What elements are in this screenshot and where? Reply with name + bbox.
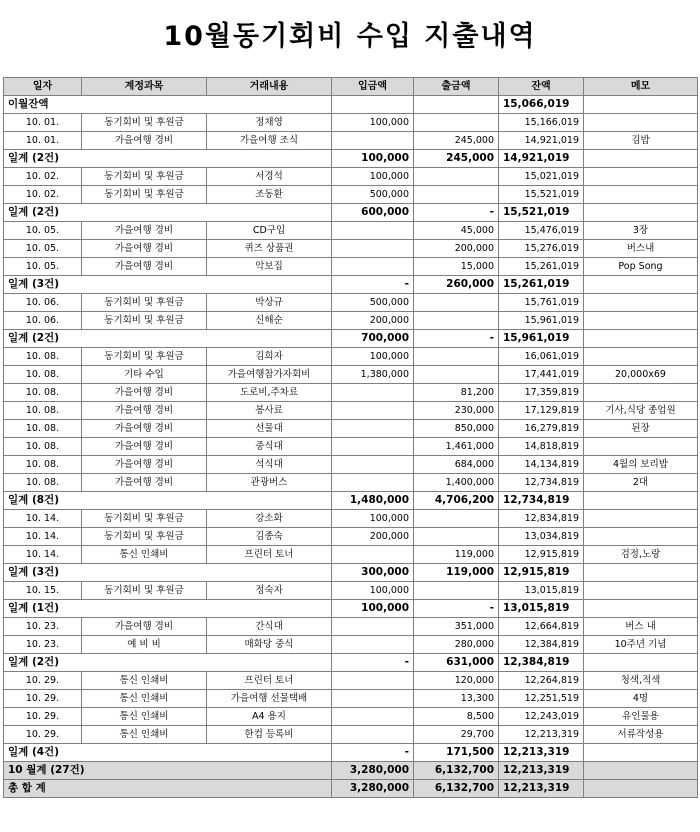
account-cell: 가을여행 경비 bbox=[82, 438, 207, 456]
deposit-cell: 300,000 bbox=[332, 564, 414, 582]
transaction-row bbox=[4, 402, 698, 420]
withdrawal-cell: 119,000 bbox=[414, 564, 499, 582]
memo-cell: 10주년 기념 bbox=[584, 636, 698, 654]
balance-cell: 15,066,019 bbox=[499, 96, 584, 114]
subtotal-label: 일계 (8건) bbox=[4, 492, 332, 510]
account-cell: 가을여행 경비 bbox=[82, 222, 207, 240]
balance-cell: 15,261,019 bbox=[499, 258, 584, 276]
account-cell: 동기회비 및 후원금 bbox=[82, 312, 207, 330]
header-memo: 메모 bbox=[584, 78, 698, 96]
balance-cell: 12,213,319 bbox=[499, 780, 584, 798]
balance-cell: 17,359,819 bbox=[499, 384, 584, 402]
memo-cell bbox=[584, 204, 698, 222]
memo-cell bbox=[584, 762, 698, 780]
date-cell: 10. 08. bbox=[4, 438, 82, 456]
header-deposit: 입금액 bbox=[332, 78, 414, 96]
deposit-cell: 100,000 bbox=[332, 510, 414, 528]
account-cell: 동기회비 및 후원금 bbox=[82, 510, 207, 528]
header-description: 거래내용 bbox=[207, 78, 332, 96]
account-cell: 동기회비 및 후원금 bbox=[82, 294, 207, 312]
withdrawal-cell: 1,400,000 bbox=[414, 474, 499, 492]
memo-cell bbox=[584, 564, 698, 582]
deposit-cell bbox=[332, 222, 414, 240]
deposit-cell bbox=[332, 384, 414, 402]
subtotal-label: 일계 (2건) bbox=[4, 330, 332, 348]
withdrawal-cell: 850,000 bbox=[414, 420, 499, 438]
date-cell: 10. 14. bbox=[4, 510, 82, 528]
description-cell: 박상규 bbox=[207, 294, 332, 312]
deposit-cell: 200,000 bbox=[332, 312, 414, 330]
balance-cell: 15,166,019 bbox=[499, 114, 584, 132]
deposit-cell bbox=[332, 258, 414, 276]
daily-subtotal-row bbox=[4, 600, 698, 618]
balance-cell: 12,664,819 bbox=[499, 618, 584, 636]
account-cell: 가을여행 경비 bbox=[82, 618, 207, 636]
balance-cell: 12,734,819 bbox=[499, 474, 584, 492]
transaction-row bbox=[4, 186, 698, 204]
transaction-row bbox=[4, 456, 698, 474]
date-cell: 10. 05. bbox=[4, 258, 82, 276]
deposit-cell bbox=[332, 690, 414, 708]
memo-cell bbox=[584, 276, 698, 294]
account-cell: 동기회비 및 후원금 bbox=[82, 114, 207, 132]
deposit-cell bbox=[332, 546, 414, 564]
date-cell: 10. 05. bbox=[4, 240, 82, 258]
withdrawal-cell bbox=[414, 168, 499, 186]
account-cell: 동기회비 및 후원금 bbox=[82, 582, 207, 600]
memo-cell: 된장 bbox=[584, 420, 698, 438]
date-cell: 10. 29. bbox=[4, 690, 82, 708]
memo-cell bbox=[584, 330, 698, 348]
daily-subtotal-row bbox=[4, 150, 698, 168]
transaction-row bbox=[4, 690, 698, 708]
withdrawal-cell bbox=[414, 294, 499, 312]
date-cell: 10. 08. bbox=[4, 402, 82, 420]
withdrawal-cell: 29,700 bbox=[414, 726, 499, 744]
deposit-cell: - bbox=[332, 744, 414, 762]
date-cell: 10. 01. bbox=[4, 132, 82, 150]
memo-cell bbox=[584, 384, 698, 402]
deposit-cell bbox=[332, 618, 414, 636]
memo-cell bbox=[584, 114, 698, 132]
account-cell: 가을여행 경비 bbox=[82, 420, 207, 438]
transaction-row bbox=[4, 312, 698, 330]
transaction-row bbox=[4, 258, 698, 276]
memo-cell bbox=[584, 510, 698, 528]
withdrawal-cell: - bbox=[414, 204, 499, 222]
daily-subtotal-row bbox=[4, 204, 698, 222]
account-cell: 동기회비 및 후원금 bbox=[82, 168, 207, 186]
balance-cell: 17,441,019 bbox=[499, 366, 584, 384]
withdrawal-cell bbox=[414, 312, 499, 330]
deposit-cell bbox=[332, 474, 414, 492]
description-cell: 서경석 bbox=[207, 168, 332, 186]
ledger-body bbox=[4, 96, 698, 798]
description-cell: 정채영 bbox=[207, 114, 332, 132]
memo-cell: 2대 bbox=[584, 474, 698, 492]
withdrawal-cell: 631,000 bbox=[414, 654, 499, 672]
account-cell: 가을여행 경비 bbox=[82, 132, 207, 150]
transaction-row bbox=[4, 618, 698, 636]
balance-cell: 15,261,019 bbox=[499, 276, 584, 294]
daily-subtotal-row bbox=[4, 744, 698, 762]
date-cell: 10. 29. bbox=[4, 708, 82, 726]
memo-cell: 김밥 bbox=[584, 132, 698, 150]
withdrawal-cell: - bbox=[414, 330, 499, 348]
description-cell: 악보집 bbox=[207, 258, 332, 276]
subtotal-label: 10 월계 (27건) bbox=[4, 762, 332, 780]
withdrawal-cell: 280,000 bbox=[414, 636, 499, 654]
memo-cell bbox=[584, 294, 698, 312]
memo-cell bbox=[584, 168, 698, 186]
balance-cell: 12,915,819 bbox=[499, 564, 584, 582]
date-cell: 10. 02. bbox=[4, 168, 82, 186]
header-row bbox=[4, 78, 698, 96]
date-cell: 10. 29. bbox=[4, 672, 82, 690]
withdrawal-cell bbox=[414, 528, 499, 546]
ledger-table bbox=[3, 77, 698, 798]
withdrawal-cell: 260,000 bbox=[414, 276, 499, 294]
deposit-cell bbox=[332, 402, 414, 420]
date-cell: 10. 23. bbox=[4, 636, 82, 654]
withdrawal-cell: 8,500 bbox=[414, 708, 499, 726]
description-cell: 프린터 토너 bbox=[207, 546, 332, 564]
withdrawal-cell: 171,500 bbox=[414, 744, 499, 762]
balance-cell: 12,384,819 bbox=[499, 636, 584, 654]
deposit-cell: 1,480,000 bbox=[332, 492, 414, 510]
transaction-row bbox=[4, 294, 698, 312]
balance-cell: 15,521,019 bbox=[499, 186, 584, 204]
description-cell: 김종숙 bbox=[207, 528, 332, 546]
memo-cell: 버스내 bbox=[584, 240, 698, 258]
header-withdrawal: 출금액 bbox=[414, 78, 499, 96]
date-cell: 10. 15. bbox=[4, 582, 82, 600]
subtotal-label: 일계 (2건) bbox=[4, 150, 332, 168]
daily-subtotal-row bbox=[4, 564, 698, 582]
withdrawal-cell: 6,132,700 bbox=[414, 780, 499, 798]
account-cell: 가을여행 경비 bbox=[82, 240, 207, 258]
description-cell: 가을여행 선물택배 bbox=[207, 690, 332, 708]
deposit-cell: 200,000 bbox=[332, 528, 414, 546]
description-cell: CD구입 bbox=[207, 222, 332, 240]
account-cell: 통신 인쇄비 bbox=[82, 672, 207, 690]
balance-cell: 15,961,019 bbox=[499, 312, 584, 330]
memo-cell bbox=[584, 492, 698, 510]
header-account: 계정과목 bbox=[82, 78, 207, 96]
deposit-cell bbox=[332, 96, 414, 114]
memo-cell bbox=[584, 600, 698, 618]
date-cell: 10. 08. bbox=[4, 456, 82, 474]
deposit-cell: 1,380,000 bbox=[332, 366, 414, 384]
memo-cell bbox=[584, 582, 698, 600]
deposit-cell bbox=[332, 240, 414, 258]
date-cell: 10. 14. bbox=[4, 528, 82, 546]
balance-cell: 14,921,019 bbox=[499, 150, 584, 168]
transaction-row bbox=[4, 114, 698, 132]
deposit-cell: 500,000 bbox=[332, 294, 414, 312]
withdrawal-cell: 119,000 bbox=[414, 546, 499, 564]
deposit-cell: 100,000 bbox=[332, 150, 414, 168]
withdrawal-cell: - bbox=[414, 600, 499, 618]
transaction-row bbox=[4, 546, 698, 564]
balance-cell: 14,134,819 bbox=[499, 456, 584, 474]
daily-subtotal-row bbox=[4, 654, 698, 672]
memo-cell bbox=[584, 438, 698, 456]
transaction-row bbox=[4, 348, 698, 366]
deposit-cell: 100,000 bbox=[332, 168, 414, 186]
transaction-row bbox=[4, 474, 698, 492]
description-cell: 김희자 bbox=[207, 348, 332, 366]
balance-cell: 12,384,819 bbox=[499, 654, 584, 672]
memo-cell: 3장 bbox=[584, 222, 698, 240]
transaction-row bbox=[4, 384, 698, 402]
deposit-cell: 3,280,000 bbox=[332, 780, 414, 798]
transaction-row bbox=[4, 366, 698, 384]
withdrawal-cell: 6,132,700 bbox=[414, 762, 499, 780]
balance-cell: 12,251,519 bbox=[499, 690, 584, 708]
description-cell: 봉사료 bbox=[207, 402, 332, 420]
page-title: 10월동기회비 수입 지출내역 bbox=[163, 21, 537, 52]
subtotal-label: 총 합 계 bbox=[4, 780, 332, 798]
balance-cell: 15,276,019 bbox=[499, 240, 584, 258]
date-cell: 10. 06. bbox=[4, 294, 82, 312]
account-cell: 기타 수입 bbox=[82, 366, 207, 384]
deposit-cell: 100,000 bbox=[332, 114, 414, 132]
date-cell: 10. 08. bbox=[4, 366, 82, 384]
deposit-cell: 600,000 bbox=[332, 204, 414, 222]
account-cell: 동기회비 및 후원금 bbox=[82, 528, 207, 546]
memo-cell: 20,000x69 bbox=[584, 366, 698, 384]
description-cell: 정숙자 bbox=[207, 582, 332, 600]
deposit-cell bbox=[332, 456, 414, 474]
deposit-cell bbox=[332, 672, 414, 690]
transaction-row bbox=[4, 420, 698, 438]
deposit-cell bbox=[332, 708, 414, 726]
account-cell: 가을여행 경비 bbox=[82, 384, 207, 402]
subtotal-label: 일계 (2건) bbox=[4, 204, 332, 222]
balance-cell: 13,034,819 bbox=[499, 528, 584, 546]
date-cell: 10. 08. bbox=[4, 348, 82, 366]
deposit-cell bbox=[332, 726, 414, 744]
transaction-row bbox=[4, 510, 698, 528]
transaction-row bbox=[4, 240, 698, 258]
memo-cell: 기사,식당 종업원 bbox=[584, 402, 698, 420]
date-cell: 10. 08. bbox=[4, 384, 82, 402]
deposit-cell: - bbox=[332, 654, 414, 672]
carry-over-row bbox=[4, 96, 698, 114]
daily-subtotal-row bbox=[4, 330, 698, 348]
memo-cell bbox=[584, 150, 698, 168]
balance-cell: 17,129,819 bbox=[499, 402, 584, 420]
date-cell: 10. 08. bbox=[4, 474, 82, 492]
description-cell: 도로비,주차료 bbox=[207, 384, 332, 402]
daily-subtotal-row bbox=[4, 492, 698, 510]
deposit-cell: 700,000 bbox=[332, 330, 414, 348]
deposit-cell: 100,000 bbox=[332, 600, 414, 618]
balance-cell: 12,915,819 bbox=[499, 546, 584, 564]
description-cell: 가을여행참가자회비 bbox=[207, 366, 332, 384]
balance-cell: 16,061,019 bbox=[499, 348, 584, 366]
account-cell: 가을여행 경비 bbox=[82, 402, 207, 420]
transaction-row bbox=[4, 708, 698, 726]
withdrawal-cell: 120,000 bbox=[414, 672, 499, 690]
deposit-cell bbox=[332, 420, 414, 438]
memo-cell bbox=[584, 312, 698, 330]
withdrawal-cell: 15,000 bbox=[414, 258, 499, 276]
memo-cell bbox=[584, 96, 698, 114]
grand-total-row bbox=[4, 780, 698, 798]
withdrawal-cell: 684,000 bbox=[414, 456, 499, 474]
date-cell: 10. 14. bbox=[4, 546, 82, 564]
withdrawal-cell: 245,000 bbox=[414, 132, 499, 150]
header-date: 일자 bbox=[4, 78, 82, 96]
deposit-cell: 3,280,000 bbox=[332, 762, 414, 780]
withdrawal-cell: 4,706,200 bbox=[414, 492, 499, 510]
date-cell: 10. 08. bbox=[4, 420, 82, 438]
withdrawal-cell bbox=[414, 186, 499, 204]
memo-cell: 4명 bbox=[584, 690, 698, 708]
memo-cell: 유인물용 bbox=[584, 708, 698, 726]
withdrawal-cell: 200,000 bbox=[414, 240, 499, 258]
description-cell: 매화당 중식 bbox=[207, 636, 332, 654]
description-cell: 퀴즈 상품권 bbox=[207, 240, 332, 258]
withdrawal-cell: 230,000 bbox=[414, 402, 499, 420]
balance-cell: 13,015,819 bbox=[499, 600, 584, 618]
account-cell: 예 비 비 bbox=[82, 636, 207, 654]
subtotal-label: 일계 (1건) bbox=[4, 600, 332, 618]
account-cell: 가을여행 경비 bbox=[82, 474, 207, 492]
deposit-cell bbox=[332, 438, 414, 456]
daily-subtotal-row bbox=[4, 276, 698, 294]
memo-cell bbox=[584, 744, 698, 762]
withdrawal-cell bbox=[414, 582, 499, 600]
balance-cell: 12,834,819 bbox=[499, 510, 584, 528]
transaction-row bbox=[4, 438, 698, 456]
description-cell: 중식대 bbox=[207, 438, 332, 456]
deposit-cell: 100,000 bbox=[332, 348, 414, 366]
account-cell: 통신 인쇄비 bbox=[82, 690, 207, 708]
memo-cell: 4월의 보리밥 bbox=[584, 456, 698, 474]
description-cell: 가을여행 조식 bbox=[207, 132, 332, 150]
transaction-row bbox=[4, 636, 698, 654]
deposit-cell: 500,000 bbox=[332, 186, 414, 204]
date-cell: 10. 05. bbox=[4, 222, 82, 240]
account-cell: 동기회비 및 후원금 bbox=[82, 186, 207, 204]
balance-cell: 15,961,019 bbox=[499, 330, 584, 348]
account-cell: 통신 인쇄비 bbox=[82, 708, 207, 726]
transaction-row bbox=[4, 528, 698, 546]
description-cell: A4 용지 bbox=[207, 708, 332, 726]
deposit-cell bbox=[332, 636, 414, 654]
account-cell: 가을여행 경비 bbox=[82, 258, 207, 276]
description-cell: 프린터 토너 bbox=[207, 672, 332, 690]
transaction-row bbox=[4, 582, 698, 600]
subtotal-label: 일계 (2건) bbox=[4, 654, 332, 672]
date-cell: 10. 01. bbox=[4, 114, 82, 132]
monthly-total-row bbox=[4, 762, 698, 780]
transaction-row bbox=[4, 726, 698, 744]
balance-cell: 12,213,319 bbox=[499, 726, 584, 744]
balance-cell: 16,279,819 bbox=[499, 420, 584, 438]
memo-cell bbox=[584, 528, 698, 546]
carry-over-label: 이월잔액 bbox=[4, 96, 332, 114]
withdrawal-cell: 245,000 bbox=[414, 150, 499, 168]
balance-cell: 13,015,819 bbox=[499, 582, 584, 600]
memo-cell bbox=[584, 186, 698, 204]
date-cell: 10. 23. bbox=[4, 618, 82, 636]
memo-cell: 검정,노랑 bbox=[584, 546, 698, 564]
subtotal-label: 일계 (3건) bbox=[4, 564, 332, 582]
account-cell: 가을여행 경비 bbox=[82, 456, 207, 474]
account-cell: 통신 인쇄비 bbox=[82, 546, 207, 564]
balance-cell: 12,213,319 bbox=[499, 744, 584, 762]
memo-cell bbox=[584, 654, 698, 672]
withdrawal-cell: 45,000 bbox=[414, 222, 499, 240]
memo-cell bbox=[584, 780, 698, 798]
description-cell: 관광버스 bbox=[207, 474, 332, 492]
description-cell: 신해순 bbox=[207, 312, 332, 330]
withdrawal-cell bbox=[414, 510, 499, 528]
date-cell: 10. 06. bbox=[4, 312, 82, 330]
deposit-cell: 100,000 bbox=[332, 582, 414, 600]
withdrawal-cell bbox=[414, 366, 499, 384]
balance-cell: 15,476,019 bbox=[499, 222, 584, 240]
balance-cell: 15,761,019 bbox=[499, 294, 584, 312]
balance-cell: 12,734,819 bbox=[499, 492, 584, 510]
withdrawal-cell: 13,300 bbox=[414, 690, 499, 708]
memo-cell: 서류작성용 bbox=[584, 726, 698, 744]
memo-cell: Pop Song bbox=[584, 258, 698, 276]
account-cell: 동기회비 및 후원금 bbox=[82, 348, 207, 366]
description-cell: 석식대 bbox=[207, 456, 332, 474]
description-cell: 간식대 bbox=[207, 618, 332, 636]
withdrawal-cell: 81,200 bbox=[414, 384, 499, 402]
date-cell: 10. 29. bbox=[4, 726, 82, 744]
withdrawal-cell bbox=[414, 348, 499, 366]
transaction-row bbox=[4, 168, 698, 186]
transaction-row bbox=[4, 222, 698, 240]
balance-cell: 12,243,019 bbox=[499, 708, 584, 726]
withdrawal-cell: 351,000 bbox=[414, 618, 499, 636]
description-cell: 선물대 bbox=[207, 420, 332, 438]
memo-cell: 청색,적색 bbox=[584, 672, 698, 690]
transaction-row bbox=[4, 132, 698, 150]
withdrawal-cell bbox=[414, 114, 499, 132]
balance-cell: 15,521,019 bbox=[499, 204, 584, 222]
description-cell: 조동환 bbox=[207, 186, 332, 204]
subtotal-label: 일계 (4건) bbox=[4, 744, 332, 762]
memo-cell: 버스 내 bbox=[584, 618, 698, 636]
withdrawal-cell: 1,461,000 bbox=[414, 438, 499, 456]
deposit-cell bbox=[332, 132, 414, 150]
balance-cell: 15,021,019 bbox=[499, 168, 584, 186]
header-balance: 잔액 bbox=[499, 78, 584, 96]
description-cell: 강소화 bbox=[207, 510, 332, 528]
memo-cell bbox=[584, 348, 698, 366]
withdrawal-cell bbox=[414, 96, 499, 114]
balance-cell: 14,921,019 bbox=[499, 132, 584, 150]
subtotal-label: 일계 (3건) bbox=[4, 276, 332, 294]
balance-cell: 12,213,319 bbox=[499, 762, 584, 780]
description-cell: 한컴 등록비 bbox=[207, 726, 332, 744]
balance-cell: 12,264,819 bbox=[499, 672, 584, 690]
account-cell: 통신 인쇄비 bbox=[82, 726, 207, 744]
date-cell: 10. 02. bbox=[4, 186, 82, 204]
transaction-row bbox=[4, 672, 698, 690]
balance-cell: 14,818,819 bbox=[499, 438, 584, 456]
deposit-cell: - bbox=[332, 276, 414, 294]
